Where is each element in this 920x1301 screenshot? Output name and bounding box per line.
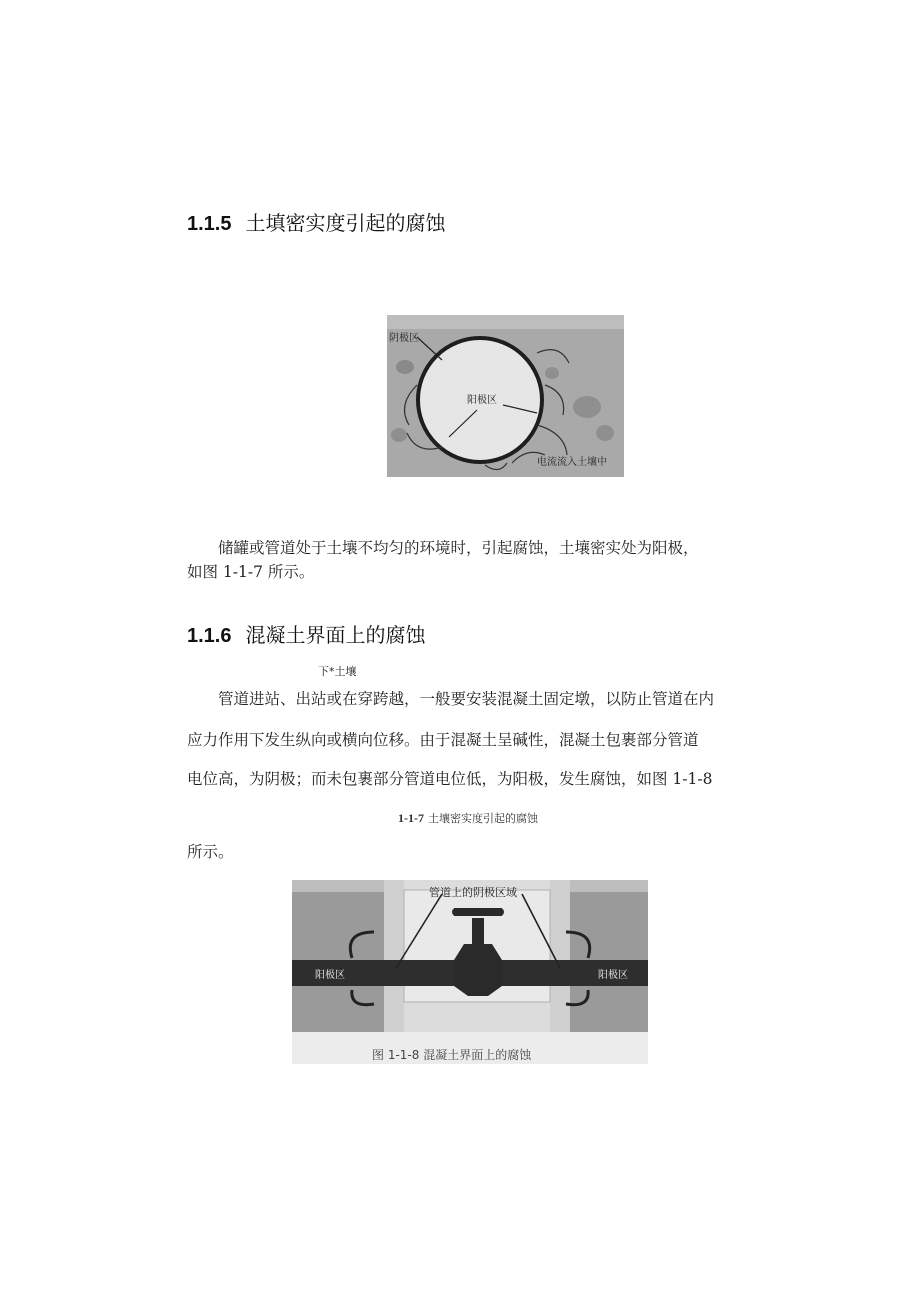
- paragraph-2-line-3: 电位高，为阴极；而未包裹部分管道电位低，为阳极，发生腐蚀，如图 1-1-8: [187, 770, 713, 788]
- figure-caption-1-1-8: 图 1-1-8 混凝土界面上的腐蚀: [372, 1048, 532, 1062]
- figure-caption-1-1-7: [398, 810, 538, 826]
- label-cathode-zone: 阴极区: [389, 333, 419, 344]
- paragraph-2-line-4: 所示。: [187, 843, 234, 861]
- paragraph-1-line-1: 储罐或管道处于土壤不均匀的环境时，引起腐蚀，土壤密实处为阳极，: [218, 539, 699, 557]
- section-title: 混凝土界面上的腐蚀: [245, 623, 426, 647]
- caption-text: 土壤密实度引起的腐蚀: [428, 812, 538, 825]
- caption-number: 1-1-7: [398, 811, 424, 825]
- figure-soil-density-corrosion: [387, 315, 624, 477]
- section-heading-1-1-5: [187, 207, 445, 236]
- section-number: 1.1.5: [187, 213, 232, 235]
- section-title: 土填密实度引起的腐蚀: [245, 211, 446, 235]
- paragraph-1-line-2: 如图 1-1-7 所示。: [187, 563, 315, 581]
- label-anode-zone: 阳极区: [467, 395, 497, 406]
- section-number: 1.1.6: [187, 625, 232, 647]
- paragraph-2-line-2: 应力作用下发生纵向或横向位移。由于混凝土呈碱性，混凝土包裹部分管道: [187, 731, 699, 749]
- label-anode-left: 阳极区: [315, 970, 345, 981]
- section-heading-1-1-6: [187, 619, 425, 648]
- figure-concrete-interface-illustration: [292, 880, 648, 1064]
- figure-concrete-interface-corrosion: [292, 880, 648, 1064]
- label-current-into-soil: 电流流入土壤中: [537, 457, 607, 468]
- paragraph-2-line-1: 管道进站、出站或在穿跨越，一般要安装混凝土固定墩，以防止管道在内: [218, 690, 715, 708]
- label-pipe-cathode-area: 管道上的阴极区域: [429, 886, 517, 899]
- label-anode-right: 阳极区: [598, 970, 628, 981]
- stray-label-soil: 下*土壤: [318, 665, 357, 678]
